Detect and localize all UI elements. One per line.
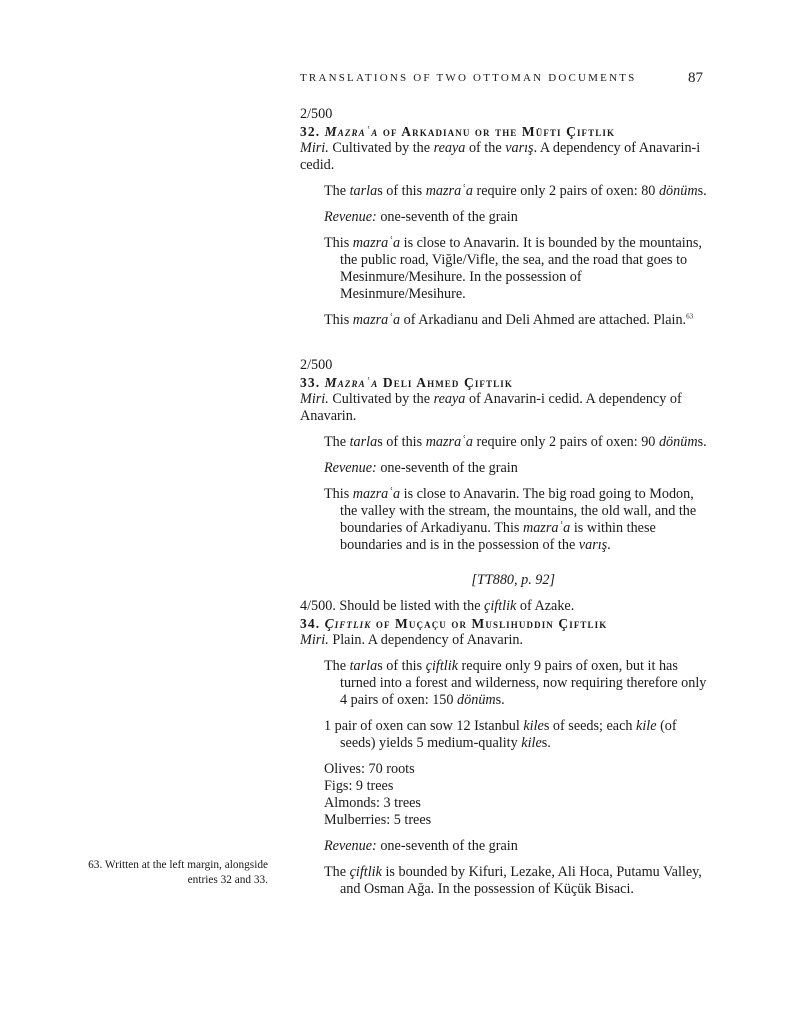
entry-34-title: 34. Çiftlik of Muçaçu or Muslihuddin Çiftlik	[300, 616, 608, 631]
entry-32-title: 32. Mazraʿa of Arkadianu or the Müfti Çiftlik	[300, 124, 616, 139]
entry-32-revenue: Revenue: one-seventh of the grain	[324, 209, 518, 225]
page-number: 87	[688, 70, 703, 86]
entry-33-title: 33. Mazraʿa Deli Ahmed Çiftlik	[300, 375, 513, 390]
entry-32-boundaries: This mazraʿa is close to Anavarin. It is bounded by the mountains, the public road, Viğle/Vifle, the sea, and the road that goes to Mesinmure/Mesihure. In the possession of Mesinmure/Mesihure.	[324, 235, 702, 302]
entry-32-code: 2/500	[300, 106, 333, 122]
entry-33-status: Miri. Cultivated by the reaya of Anavarin-i cedid. A dependency of Anavarin.	[300, 391, 682, 424]
entry-34-revenue: Revenue: one-seventh of the grain	[324, 838, 518, 854]
entry-34-crops	[324, 761, 710, 829]
entry-33-code: 2/500	[300, 357, 333, 373]
running-title: TRANSLATIONS OF TWO OTTOMAN DOCUMENTS	[300, 72, 637, 84]
entry-33-oxen: The tarlas of this mazraʿa require only 2 pairs of oxen: 90 dönüms.	[324, 434, 707, 450]
crop-item: Olives: 70 roots	[324, 761, 415, 777]
entry-33-boundaries: This mazraʿa is close to Anavarin. The big road going to Modon, the valley with the stream, the mountains, the old wall, and the boundaries of Arkadiyanu. This mazraʿa is within these boundaries and is in the possession of the varış.	[324, 486, 697, 553]
entry-34-seeds: 1 pair of oxen can sow 12 Istanbul kiles of seeds; each kile (of seeds) yields 5 medium-quality kiles.	[324, 718, 677, 751]
entry-34-boundaries: The çiftlik is bounded by Kifuri, Lezake, Ali Hoca, Putamu Valley, and Osman Ağa. In the possession of Küçük Bisaci.	[324, 864, 702, 897]
entry-34-oxen: The tarlas of this çiftlik require only 9 pairs of oxen, but it has turned into a forest and wilderness, now requiring therefore only 4 pairs of oxen: 150 dönüms.	[324, 658, 707, 708]
footnote-63: 63. Written at the left margin, alongside entries 32 and 33.	[88, 859, 268, 886]
source-reference: [TT880, p. 92]	[471, 572, 555, 588]
crop-item: Almonds: 3 trees	[324, 795, 421, 811]
crop-item: Mulberries: 5 trees	[324, 812, 432, 828]
entry-32-oxen: The tarlas of this mazraʿa require only 2 pairs of oxen: 80 dönüms.	[324, 183, 707, 199]
main-text	[300, 106, 710, 898]
entry-32-status: Miri. Cultivated by the reaya of the varış. A dependency of Anavarin-i cedid.	[300, 140, 701, 173]
entry-34-status: Miri. Plain. A dependency of Anavarin.	[300, 632, 524, 648]
entry-33-revenue: Revenue: one-seventh of the grain	[324, 460, 518, 476]
footnote-mark: 63	[686, 312, 694, 321]
entry-32-attached: This mazraʿa of Arkadianu and Deli Ahmed are attached. Plain.$^{63}$	[324, 312, 694, 328]
entry-34-code: 4/500. Should be listed with the çiftlik of Azake.	[300, 598, 575, 614]
crop-item: Figs: 9 trees	[324, 778, 394, 794]
